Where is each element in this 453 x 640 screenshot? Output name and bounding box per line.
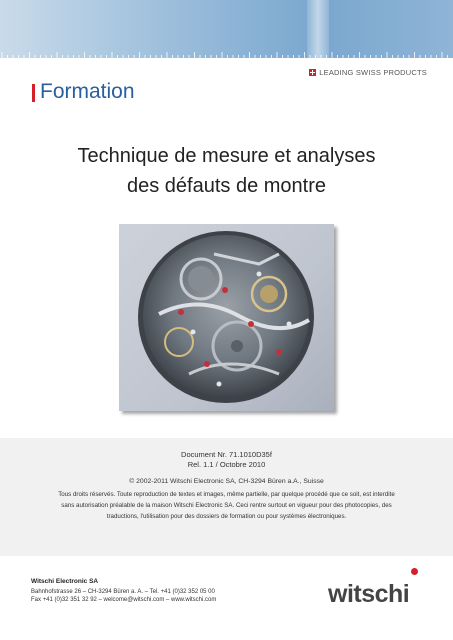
rights-line-2: sans autorisation préalable de la maison Witschi Electronic SA. Ceci rentre surtout en vigueur pour des photocopies, des: [61, 502, 392, 509]
rights-notice: [28, 489, 425, 522]
rights-line-3: traductions, l'utilisation pour des dossiers de formation ou pour systèmes électroniques.: [106, 513, 347, 520]
watch-movement-illustration: [119, 224, 334, 411]
logo-text: witschi: [328, 580, 410, 608]
brand-line-text: LEADING SWISS PRODUCTS: [319, 68, 427, 77]
document-title: [0, 141, 453, 201]
ruler-ticks: [0, 48, 453, 58]
copyright-notice: © 2002-2011 Witschi Electronic SA, CH-3294 Büren a.A., Suisse: [129, 478, 324, 485]
document-release: Rel. 1.1 / Octobre 2010: [187, 459, 266, 469]
document-title-line2: des défauts de montre: [126, 175, 326, 197]
witschi-logo: [328, 566, 420, 608]
footer-address: [31, 588, 216, 604]
footer-company: Witschi Electronic SA: [31, 578, 99, 585]
document-number: Document Nr. 71.1010D35f: [181, 450, 272, 459]
brand-line: [309, 68, 427, 77]
footer-address-line-1: Bahnhofstrasse 26 – CH-3294 Büren a. A. – Tel. +41 (0)32 352 05 00: [31, 589, 215, 595]
section-accent-bar: [32, 84, 35, 102]
swiss-flag-icon: [309, 69, 316, 76]
footer-address-line-2: Fax +41 (0)32 351 32 92 – welcome@witschi.com – www.witschi.com: [31, 597, 217, 603]
watch-movement-photo: [119, 224, 334, 411]
document-title-line1: Technique de mesure et analyses: [77, 145, 376, 167]
logo-dot-icon: [411, 568, 418, 575]
document-info-box: [0, 438, 453, 556]
rights-line-1: Tous droits réservés. Toute reproduction de textes et images, même partielle, par quelque procédé que ce soit, est interdite: [58, 491, 395, 498]
section-title: Formation: [40, 80, 135, 103]
document-number-block: [0, 450, 453, 469]
